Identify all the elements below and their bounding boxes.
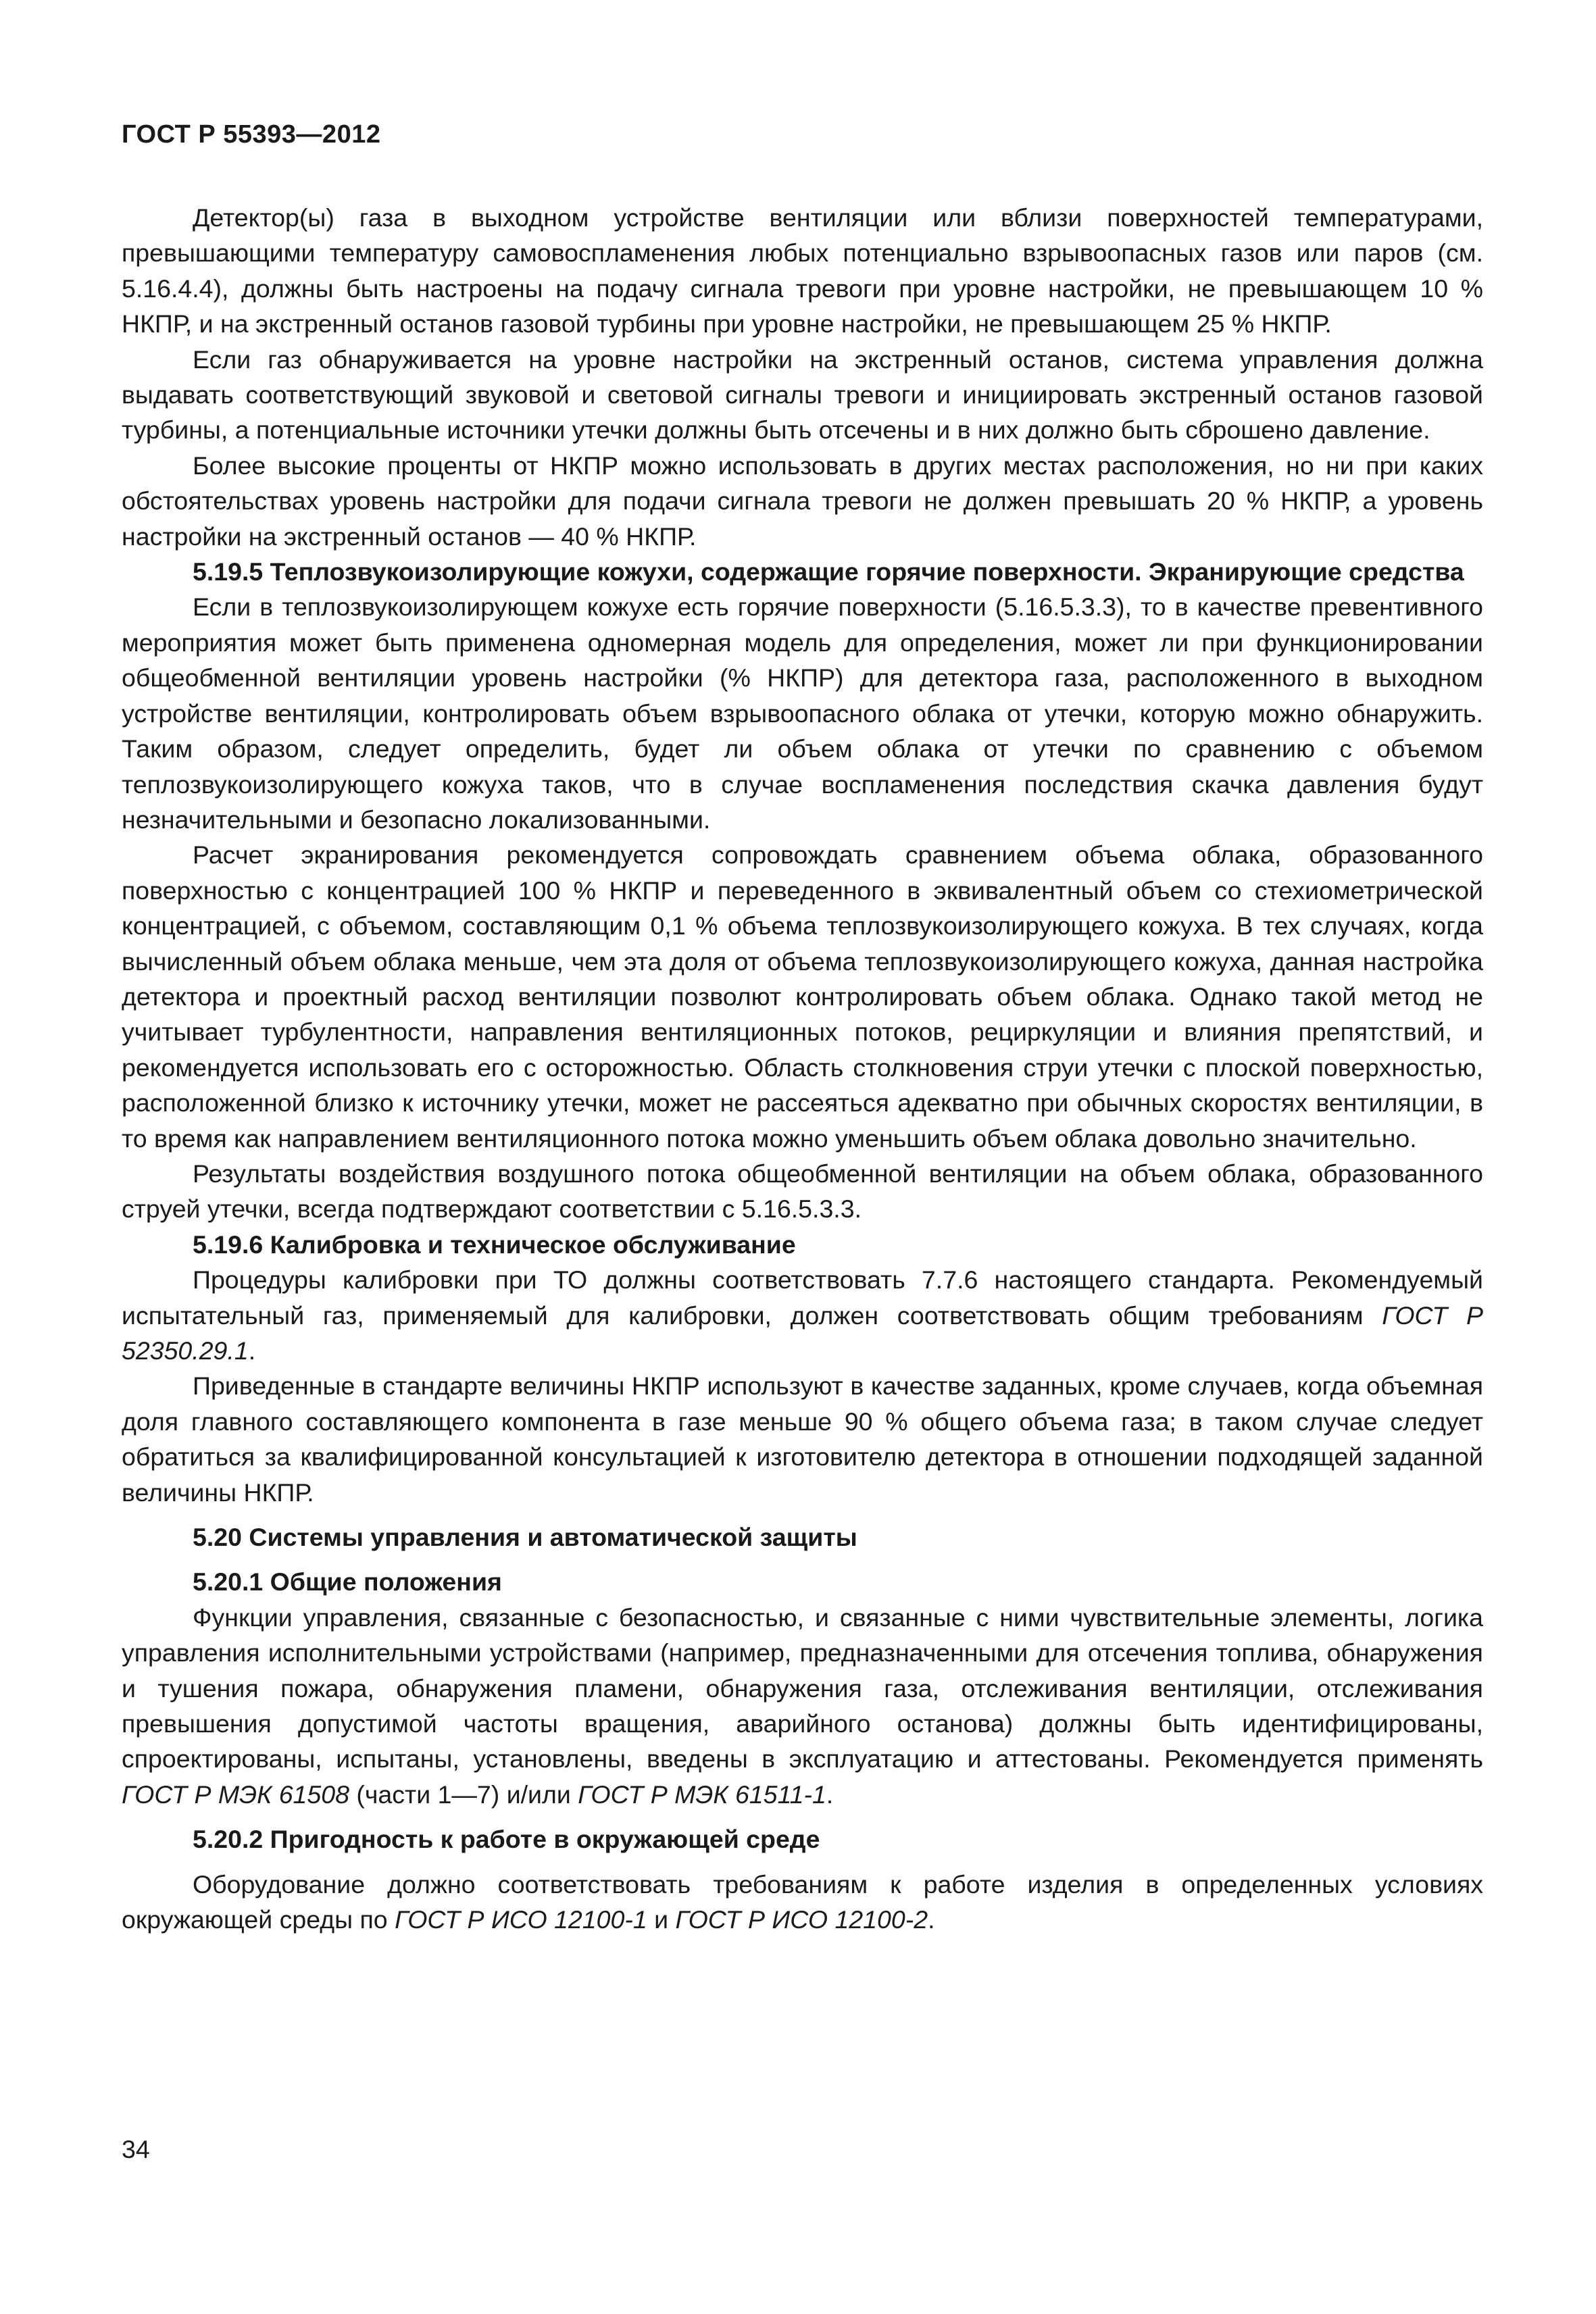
- paragraph-gas-detectors: Детектор(ы) газа в выходном устройстве вентиляции или вблизи поверхностей температурами, превышающими температуру самовоспламенения любых потенциально взрывоопасных газов или паров (см. 5.16.4.4), должны быть настроены на подачу сигнала тревоги при уровне настройки, не превышающем 10 % НКПР, и на экстренный останов газовой турбины при уровне настройки, не превышающем 25 % НКПР.: [122, 203, 1483, 338]
- section-heading-5-20: 5.20 Системы управления и автоматической защиты: [193, 1523, 857, 1552]
- page-number: 34: [122, 2135, 150, 2163]
- paragraph-environment-mid: и: [647, 1905, 676, 1934]
- standard-reference: ГОСТ Р ИСО 12100-2: [675, 1905, 928, 1934]
- paragraph-safety-functions-mid: (части 1—7) и/или: [349, 1780, 578, 1809]
- section-heading-5-20-2: 5.20.2 Пригодность к работе в окружающей среде: [193, 1825, 820, 1854]
- standard-reference: ГОСТ Р ИСО 12100-1: [395, 1905, 647, 1934]
- paragraph-safety-functions: [122, 1600, 1483, 1812]
- paragraph-lel-values: Приведенные в стандарте величины НКПР используют в качестве заданных, кроме случаев, когда объемная доля главного составляющего компонента в газе меньше 90 % общего объема газа; в таком случае следует обратиться за квалифицированной консультацией к изготовителю детектора в отношении подходящей заданной величины НКПР.: [122, 1372, 1483, 1507]
- punctuation: .: [826, 1780, 834, 1809]
- paragraph-screening-calculation: Расчет экранирования рекомендуется сопровождать сравнением объема облака, образованного поверхностью с концентрацией 100 % НКПР и переведенного в эквивалентный объем со стехиометрической концентрацией, с объемом, составляющим 0,1 % объема теплозвукоизолирующего кожуха. В тех случаях, когда вычисленный объем облака меньше, чем эта доля от объема теплозвукоизолирующего кожуха, данная настройка детектора и проектный расход вентиляции позволют контролировать объем облака. Однако такой метод не учитывает турбулентности, направления вентиляционных потоков, рециркуляции и влияния препятствий, и рекомендуется использовать его с осторожностью. Область столкновения струи утечки с плоской поверхностью, расположенной близко к источнику утечки, может не рассеяться адекватно при обычных скоростях вентиляции, в то время как направлением вентиляционного потока можно уменьшить объем облака довольно значительно.: [122, 840, 1483, 1153]
- paragraph-higher-percentages: Более высокие проценты от НКПР можно использовать в других местах расположения, но ни при каких обстоятельствах уровень настройки для подачи сигнала тревоги не должен превышать 20 % НКПР, а уровень настройки на экстренный останов — 40 % НКПР.: [122, 451, 1483, 551]
- document-body: [122, 200, 1483, 1938]
- punctuation: .: [248, 1336, 256, 1365]
- paragraph-environment: [122, 1867, 1483, 1938]
- paragraph-environment-text: Оборудование должно соответствовать требованиям к работе изделия в определенных условиях окружающей среды по: [122, 1869, 1483, 1934]
- section-heading-5-20-1: 5.20.1 Общие положения: [193, 1567, 502, 1596]
- section-heading-5-19-5: 5.19.5 Теплозвукоизолирующие кожухи, содержащие горячие поверхности. Экранирующие средства: [193, 557, 1464, 586]
- section-heading-5-19-6: 5.19.6 Калибровка и техническое обслуживание: [193, 1230, 796, 1259]
- punctuation: .: [928, 1905, 935, 1934]
- paragraph-emergency-shutdown: Если газ обнаруживается на уровне настройки на экстренный останов, система управления должна выдавать соответствующий звуковой и световой сигналы тревоги и инициировать экстренный останов газовой турбины, а потенциальные источники утечки должны быть отсечены и в них должно быть сброшено давление.: [122, 345, 1483, 445]
- paragraph-calibration: [122, 1262, 1483, 1368]
- standard-reference: ГОСТ Р МЭК 61508: [122, 1780, 349, 1809]
- standard-reference: ГОСТ Р МЭК 61511-1: [578, 1780, 826, 1809]
- document-code-header: ГОСТ Р 55393—2012: [122, 120, 381, 149]
- paragraph-calibration-text: Процедуры калибровки при ТО должны соответствовать 7.7.6 настоящего стандарта. Рекомендуемый испытательный газ, применяемый для калибровки, должен соответствовать общим требованиям: [122, 1265, 1483, 1330]
- paragraph-safety-functions-text: Функции управления, связанные с безопасностью, и связанные с ними чувствительные элементы, логика управления исполнительными устройствами (например, предназначенными для отсечения топлива, обнаружения и тушения пожара, обнаружения пламени, обнаружения газа, отслеживания вентиляции, отслеживания превышения допустимой частоты вращения, аварийного останова) должны быть идентифицированы, спроектированы, испытаны, установлены, введены в эксплуатацию и аттестованы. Рекомендуется применять: [122, 1603, 1483, 1774]
- standard-reference: ГОСТ Р 52350.29.1: [122, 1301, 1483, 1365]
- paragraph-hot-surfaces: Если в теплозвукоизолирующем кожухе есть горячие поверхности (5.16.5.3.3), то в качестве превентивного мероприятия может быть применена одномерная модель для определения, может ли при функционировании общеобменной вентиляции уровень настройки (% НКПР) для детектора газа, расположенного в выходном устройстве вентиляции, контролировать объем взрывоопасного облака от утечки, которую можно обнаружить. Таким образом, следует определить, будет ли объем облака от утечки по сравнению с объемом теплозвукоизолирующего кожуха таков, что в случае воспламенения последствия скачка давления будут незначительными и безопасно локализованными.: [122, 593, 1483, 834]
- paragraph-ventilation-results: Результаты воздействия воздушного потока общеобменной вентиляции на объем облака, образованного струей утечки, всегда подтверждают соответствии с 5.16.5.3.3.: [122, 1159, 1483, 1224]
